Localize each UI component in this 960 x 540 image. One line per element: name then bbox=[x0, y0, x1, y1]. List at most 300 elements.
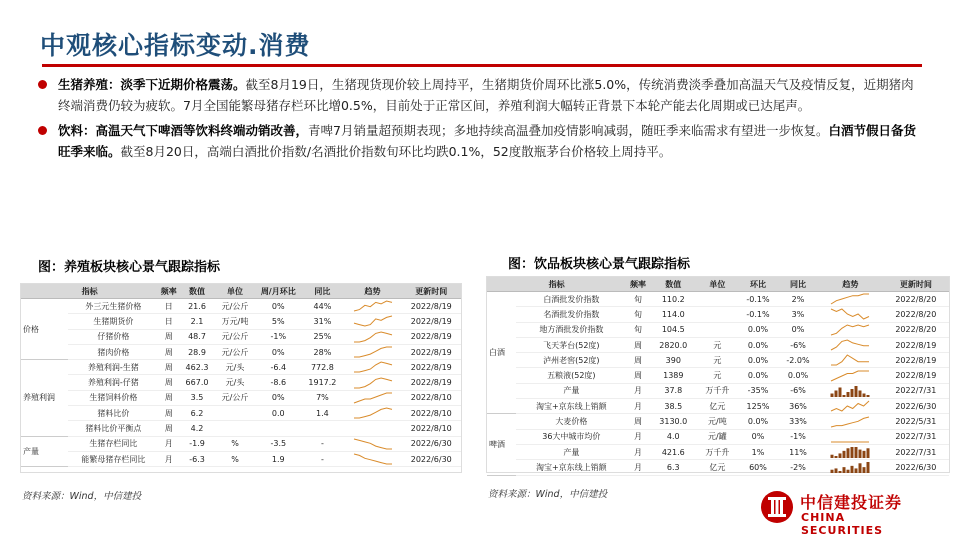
trend-sparkline bbox=[353, 331, 393, 343]
unit-cell: 元 bbox=[697, 368, 738, 383]
mom-change-cell: 0.0% bbox=[738, 414, 778, 429]
yoy-change-cell: 2% bbox=[778, 292, 818, 307]
trend-sparkline bbox=[830, 370, 870, 382]
trend-cell bbox=[818, 460, 883, 475]
mom-change-cell bbox=[255, 421, 301, 436]
indicator-name: 猪料比价平衡点 bbox=[68, 421, 158, 436]
bullet-beverage bbox=[36, 120, 926, 162]
mom-change-cell: 0% bbox=[255, 299, 301, 314]
trend-cell bbox=[818, 368, 883, 383]
right-figure-caption: 图：饮品板块核心景气跟踪指标 bbox=[508, 257, 691, 272]
trend-cell bbox=[344, 406, 402, 421]
indicator-name: 淘宝+京东线上销额 bbox=[516, 399, 626, 414]
trend-bar bbox=[835, 456, 838, 458]
column-header: 更新时间 bbox=[883, 277, 949, 292]
row-group-label: 白酒 bbox=[487, 292, 516, 414]
frequency-cell: 周 bbox=[626, 353, 650, 368]
value-cell: 462.3 bbox=[179, 360, 214, 375]
update-date-cell: 2022/6/30 bbox=[402, 436, 461, 451]
trend-sparkline bbox=[830, 354, 870, 366]
row-group-label: 养殖利润 bbox=[21, 360, 68, 436]
unit-cell: 元/公斤 bbox=[215, 344, 256, 359]
yoy-change-cell: -1% bbox=[778, 429, 818, 444]
trend-sparkline bbox=[353, 392, 393, 404]
trend-cell bbox=[344, 451, 402, 466]
trend-line bbox=[354, 393, 392, 403]
trend-sparkline bbox=[353, 315, 393, 327]
trend-bar bbox=[863, 468, 866, 474]
trend-bar bbox=[859, 390, 862, 397]
trend-line bbox=[354, 316, 392, 326]
indicator-name: 地方酒批发价指数 bbox=[516, 322, 626, 337]
trend-sparkline bbox=[353, 438, 393, 450]
trend-line bbox=[831, 401, 869, 411]
yoy-change-cell bbox=[301, 421, 343, 436]
update-date-cell: 2022/8/19 bbox=[402, 360, 461, 375]
frequency-cell: 周 bbox=[158, 421, 179, 436]
unit-cell: 元/罐 bbox=[697, 429, 738, 444]
table-header-row bbox=[21, 284, 461, 299]
value-cell: 6.3 bbox=[650, 460, 697, 475]
yoy-change-cell: 772.8 bbox=[301, 360, 343, 375]
frequency-cell: 周 bbox=[158, 406, 179, 421]
frequency-cell: 月 bbox=[158, 451, 179, 466]
mom-change-cell: 5% bbox=[255, 314, 301, 329]
unit-cell: 元/头 bbox=[215, 360, 256, 375]
trend-bar bbox=[859, 450, 862, 458]
table-row bbox=[487, 414, 949, 429]
trend-sparkline bbox=[353, 361, 393, 373]
bullet-baijiu-text: 截至8月20日，高端白酒批价指数/名酒批价指数旬环比均跌0.1%，52度散瓶茅台价格较上周持平。 bbox=[120, 144, 672, 159]
update-date-cell: 2022/8/19 bbox=[883, 368, 949, 383]
trend-sparkline bbox=[353, 453, 393, 465]
unit-cell: 元/公斤 bbox=[215, 329, 256, 344]
trend-bar bbox=[831, 393, 834, 397]
right-indicator-panel bbox=[486, 276, 950, 473]
trend-sparkline bbox=[830, 416, 870, 428]
mom-change-cell: 0.0% bbox=[738, 368, 778, 383]
unit-cell: 元/头 bbox=[215, 375, 256, 390]
trend-line bbox=[354, 347, 392, 357]
trend-bar bbox=[851, 447, 854, 458]
update-date-cell: 2022/8/10 bbox=[402, 406, 461, 421]
frequency-cell: 周 bbox=[158, 344, 179, 359]
value-cell: -6.3 bbox=[179, 451, 214, 466]
trend-bar-sparkline bbox=[830, 461, 870, 473]
table-row bbox=[21, 421, 461, 436]
value-cell: 21.6 bbox=[179, 299, 214, 314]
indicator-name: 生猪存栏同比 bbox=[68, 436, 158, 451]
trend-sparkline bbox=[353, 300, 393, 312]
update-date-cell: 2022/6/30 bbox=[402, 451, 461, 466]
title-underline bbox=[42, 64, 922, 67]
trend-bar bbox=[855, 447, 858, 458]
logo-text-en: CHINA SECURITIES bbox=[801, 511, 884, 537]
frequency-cell: 周 bbox=[158, 390, 179, 405]
trend-bar bbox=[863, 393, 866, 397]
column-header: 数值 bbox=[179, 284, 214, 299]
right-source-note: 资料来源：Wind，中信建投 bbox=[488, 489, 608, 500]
frequency-cell: 月 bbox=[626, 460, 650, 475]
trend-line bbox=[354, 378, 392, 388]
trend-cell bbox=[344, 436, 402, 451]
mom-change-cell: 1% bbox=[738, 444, 778, 459]
mom-change-cell: 0% bbox=[738, 429, 778, 444]
indicator-name: 能繁母猪存栏同比 bbox=[68, 451, 158, 466]
update-date-cell: 2022/8/20 bbox=[883, 307, 949, 322]
indicator-name: 飞天茅台(52度) bbox=[516, 337, 626, 352]
indicator-name: 生猪饲料价格 bbox=[68, 390, 158, 405]
table-row bbox=[487, 399, 949, 414]
table-row bbox=[487, 368, 949, 383]
indicator-name: 白酒批发价指数 bbox=[516, 292, 626, 307]
table-row bbox=[487, 353, 949, 368]
frequency-cell: 周 bbox=[626, 337, 650, 352]
row-group-label: 价格 bbox=[21, 299, 68, 360]
value-cell: 28.9 bbox=[179, 344, 214, 359]
trend-cell bbox=[818, 322, 883, 337]
trend-bar bbox=[839, 387, 842, 397]
trend-bar-sparkline bbox=[830, 446, 870, 458]
update-date-cell: 2022/8/19 bbox=[402, 299, 461, 314]
update-date-cell: 2022/7/31 bbox=[883, 444, 949, 459]
yoy-change-cell: 7% bbox=[301, 390, 343, 405]
trend-bar bbox=[843, 395, 846, 397]
unit-cell bbox=[215, 406, 256, 421]
frequency-cell: 月 bbox=[626, 444, 650, 459]
unit-cell: 万千升 bbox=[697, 383, 738, 398]
column-header: 环比 bbox=[738, 277, 778, 292]
trend-cell bbox=[344, 344, 402, 359]
trend-line bbox=[831, 371, 869, 381]
trend-bar bbox=[867, 448, 870, 458]
trend-bar bbox=[847, 448, 850, 458]
yoy-change-cell: 0% bbox=[778, 322, 818, 337]
frequency-cell: 旬 bbox=[626, 322, 650, 337]
yoy-change-cell: 44% bbox=[301, 299, 343, 314]
bullet-pig-heading: 生猪养殖：淡季下近期价格震荡。 bbox=[58, 77, 246, 92]
trend-sparkline bbox=[830, 339, 870, 351]
update-date-cell: 2022/7/31 bbox=[883, 383, 949, 398]
mom-change-cell: 0.0 bbox=[255, 406, 301, 421]
yoy-change-cell: - bbox=[301, 436, 343, 451]
trend-cell bbox=[818, 307, 883, 322]
mom-change-cell: 0% bbox=[255, 390, 301, 405]
trend-line bbox=[831, 325, 869, 335]
unit-cell: 万千升 bbox=[697, 444, 738, 459]
unit-cell bbox=[697, 292, 738, 307]
trend-line bbox=[354, 301, 392, 311]
table-row bbox=[487, 337, 949, 352]
update-date-cell: 2022/8/20 bbox=[883, 292, 949, 307]
value-cell: 2.1 bbox=[179, 314, 214, 329]
table-row bbox=[487, 307, 949, 322]
trend-bar bbox=[851, 466, 854, 473]
value-cell: 390 bbox=[650, 353, 697, 368]
value-cell: 3130.0 bbox=[650, 414, 697, 429]
table-header-row bbox=[487, 277, 949, 292]
yoy-change-cell: -6% bbox=[778, 337, 818, 352]
left-figure-caption: 图：养殖板块核心景气跟踪指标 bbox=[38, 260, 221, 275]
table-row bbox=[21, 344, 461, 359]
trend-line bbox=[354, 439, 392, 449]
trend-line bbox=[354, 408, 392, 418]
update-date-cell: 2022/6/30 bbox=[883, 399, 949, 414]
yoy-change-cell: 28% bbox=[301, 344, 343, 359]
frequency-cell: 旬 bbox=[626, 307, 650, 322]
trend-sparkline bbox=[353, 346, 393, 358]
yoy-change-cell: 33% bbox=[778, 414, 818, 429]
trend-sparkline bbox=[830, 400, 870, 412]
mom-change-cell: -0.1% bbox=[738, 292, 778, 307]
value-cell: 1389 bbox=[650, 368, 697, 383]
frequency-cell: 旬 bbox=[626, 292, 650, 307]
column-header: 指标 bbox=[487, 277, 626, 292]
value-cell: 2820.0 bbox=[650, 337, 697, 352]
trend-bar bbox=[835, 469, 838, 474]
update-date-cell: 2022/8/20 bbox=[883, 322, 949, 337]
frequency-cell: 周 bbox=[626, 368, 650, 383]
trend-sparkline bbox=[353, 407, 393, 419]
indicator-name: 猪肉价格 bbox=[68, 344, 158, 359]
trend-cell bbox=[818, 414, 883, 429]
update-date-cell: 2022/8/19 bbox=[883, 337, 949, 352]
indicator-name: 生猪期货价 bbox=[68, 314, 158, 329]
column-header: 单位 bbox=[215, 284, 256, 299]
trend-bar bbox=[839, 454, 842, 459]
value-cell: 667.0 bbox=[179, 375, 214, 390]
bullet-pig bbox=[36, 74, 926, 116]
value-cell: 421.6 bbox=[650, 444, 697, 459]
trend-cell bbox=[344, 360, 402, 375]
mom-change-cell: 0% bbox=[255, 344, 301, 359]
column-header: 周/月环比 bbox=[255, 284, 301, 299]
yoy-change-cell: 1.4 bbox=[301, 406, 343, 421]
pig-indicator-table bbox=[21, 284, 461, 467]
column-header: 频率 bbox=[158, 284, 179, 299]
frequency-cell: 日 bbox=[158, 314, 179, 329]
trend-line bbox=[354, 362, 392, 372]
indicator-name: 名酒批发价指数 bbox=[516, 307, 626, 322]
mom-change-cell: -1% bbox=[255, 329, 301, 344]
mom-change-cell: -6.4 bbox=[255, 360, 301, 375]
table-row bbox=[487, 383, 949, 398]
row-group-label: 产量 bbox=[21, 436, 68, 467]
update-date-cell: 2022/8/10 bbox=[402, 390, 461, 405]
left-source-note: 资料来源：Wind，中信建投 bbox=[22, 491, 142, 502]
trend-bar bbox=[867, 395, 870, 397]
page-title: 中观核心指标变动.消费 bbox=[40, 31, 311, 60]
yoy-change-cell: 1917.2 bbox=[301, 375, 343, 390]
table-row bbox=[21, 329, 461, 344]
yoy-change-cell: -6% bbox=[778, 383, 818, 398]
indicator-name: 仔猪价格 bbox=[68, 329, 158, 344]
update-date-cell: 2022/6/30 bbox=[883, 460, 949, 475]
logo-text-cn: 中信建投证券 bbox=[800, 493, 903, 512]
trend-line bbox=[831, 417, 869, 427]
unit-cell: 元 bbox=[697, 353, 738, 368]
frequency-cell: 周 bbox=[626, 414, 650, 429]
value-cell: 4.2 bbox=[179, 421, 214, 436]
unit-cell bbox=[697, 322, 738, 337]
table-row bbox=[487, 444, 949, 459]
value-cell: 114.0 bbox=[650, 307, 697, 322]
trend-cell bbox=[344, 390, 402, 405]
value-cell: -1.9 bbox=[179, 436, 214, 451]
indicator-name: 产量 bbox=[516, 444, 626, 459]
frequency-cell: 日 bbox=[158, 299, 179, 314]
table-row bbox=[487, 292, 949, 307]
yoy-change-cell: 31% bbox=[301, 314, 343, 329]
unit-cell: 亿元 bbox=[697, 460, 738, 475]
frequency-cell: 周 bbox=[158, 360, 179, 375]
mom-change-cell: -8.6 bbox=[255, 375, 301, 390]
yoy-change-cell: 0.0% bbox=[778, 368, 818, 383]
mom-change-cell: 60% bbox=[738, 460, 778, 475]
bullet-beverage-heading: 饮料：高温天气下啤酒等饮料终端动销改善， bbox=[58, 123, 309, 138]
frequency-cell: 月 bbox=[158, 436, 179, 451]
trend-bar bbox=[831, 470, 834, 473]
frequency-cell: 周 bbox=[158, 329, 179, 344]
yoy-change-cell: -2.0% bbox=[778, 353, 818, 368]
value-cell: 3.5 bbox=[179, 390, 214, 405]
column-header: 趋势 bbox=[344, 284, 402, 299]
bullet-dot-icon bbox=[38, 80, 47, 89]
yoy-change-cell: -2% bbox=[778, 460, 818, 475]
trend-cell bbox=[818, 383, 883, 398]
row-group-label: 啤酒 bbox=[487, 414, 516, 475]
bullet-baijiu-heading: 白酒节假日备货旺季来临。 bbox=[58, 123, 916, 159]
update-date-cell: 2022/8/19 bbox=[402, 329, 461, 344]
trend-cell bbox=[344, 314, 402, 329]
left-indicator-panel bbox=[20, 283, 462, 473]
unit-cell: % bbox=[215, 436, 256, 451]
trend-bar bbox=[859, 464, 862, 474]
trend-sparkline bbox=[830, 293, 870, 305]
trend-cell bbox=[344, 329, 402, 344]
trend-line bbox=[831, 309, 869, 319]
trend-bar bbox=[847, 392, 850, 397]
indicator-name: 淘宝+京东线上销额 bbox=[516, 460, 626, 475]
trend-bar bbox=[863, 451, 866, 458]
trend-cell bbox=[818, 337, 883, 352]
trend-line bbox=[831, 340, 869, 350]
unit-cell: 元 bbox=[697, 337, 738, 352]
value-cell: 48.7 bbox=[179, 329, 214, 344]
bullet-beverage-text: 青啤7月销量超预期表现；多地持续高温叠加疫情影响减弱，随旺季来临需求有望进一步恢复。 bbox=[308, 123, 829, 138]
trend-bar bbox=[847, 470, 850, 473]
table-row bbox=[487, 322, 949, 337]
indicator-name: 产量 bbox=[516, 383, 626, 398]
frequency-cell: 月 bbox=[626, 399, 650, 414]
trend-sparkline bbox=[353, 377, 393, 389]
yoy-change-cell: - bbox=[301, 451, 343, 466]
value-cell: 4.0 bbox=[650, 429, 697, 444]
update-date-cell: 2022/5/31 bbox=[883, 414, 949, 429]
table-row bbox=[487, 429, 949, 444]
mom-change-cell: -35% bbox=[738, 383, 778, 398]
indicator-name: 猪料比价 bbox=[68, 406, 158, 421]
value-cell: 38.5 bbox=[650, 399, 697, 414]
mom-change-cell: 1.9 bbox=[255, 451, 301, 466]
trend-bar bbox=[851, 389, 854, 397]
value-cell: 104.5 bbox=[650, 322, 697, 337]
table-row bbox=[21, 375, 461, 390]
update-date-cell: 2022/8/19 bbox=[883, 353, 949, 368]
table-row bbox=[21, 390, 461, 405]
frequency-cell: 月 bbox=[626, 429, 650, 444]
indicator-name: 养殖利润-仔猪 bbox=[68, 375, 158, 390]
value-cell: 37.8 bbox=[650, 383, 697, 398]
trend-cell bbox=[818, 444, 883, 459]
table-row bbox=[21, 314, 461, 329]
trend-bar-sparkline bbox=[830, 385, 870, 397]
yoy-change-cell: 25% bbox=[301, 329, 343, 344]
unit-cell: 元/吨 bbox=[697, 414, 738, 429]
trend-bar bbox=[835, 390, 838, 397]
unit-cell: % bbox=[215, 451, 256, 466]
trend-sparkline bbox=[353, 423, 393, 435]
unit-cell: 元/公斤 bbox=[215, 390, 256, 405]
trend-cell bbox=[818, 292, 883, 307]
trend-sparkline bbox=[830, 431, 870, 443]
column-header: 指标 bbox=[21, 284, 158, 299]
yoy-change-cell: 11% bbox=[778, 444, 818, 459]
column-header: 频率 bbox=[626, 277, 650, 292]
bullet-list bbox=[36, 74, 926, 166]
trend-cell bbox=[818, 353, 883, 368]
unit-cell: 亿元 bbox=[697, 399, 738, 414]
brand-logo bbox=[760, 488, 925, 537]
trend-bar bbox=[867, 462, 870, 473]
trend-line bbox=[354, 454, 392, 464]
table-row bbox=[487, 460, 949, 475]
indicator-name: 外三元生猪价格 bbox=[68, 299, 158, 314]
indicator-name: 养殖利润-生猪 bbox=[68, 360, 158, 375]
trend-bar bbox=[839, 471, 842, 473]
mom-change-cell: 0.0% bbox=[738, 337, 778, 352]
table-row bbox=[21, 436, 461, 451]
trend-cell bbox=[818, 429, 883, 444]
bullet-pig-text: 截至8月19日，生猪现货现价较上周持平，生猪期货价周环比涨5.0%，传统消费淡季叠加高温天气及疫情反复，近期猪肉终端消费仍较为疲软。7月全国能繁母猪存栏环比增0.5%，目前处于正常区间，养殖利润大幅转正背景下本轮产能去化周期或已达尾声。 bbox=[58, 77, 914, 113]
column-header: 单位 bbox=[697, 277, 738, 292]
indicator-name: 大麦价格 bbox=[516, 414, 626, 429]
mom-change-cell: 0.0% bbox=[738, 353, 778, 368]
value-cell: 6.2 bbox=[179, 406, 214, 421]
trend-bar bbox=[855, 469, 858, 474]
indicator-name: 五粮液(52度) bbox=[516, 368, 626, 383]
yoy-change-cell: 36% bbox=[778, 399, 818, 414]
trend-line bbox=[354, 332, 392, 342]
update-date-cell: 2022/8/19 bbox=[402, 375, 461, 390]
mom-change-cell: -3.5 bbox=[255, 436, 301, 451]
mom-change-cell: 0.0% bbox=[738, 322, 778, 337]
trend-bar bbox=[843, 468, 846, 474]
trend-bar bbox=[843, 451, 846, 458]
mom-change-cell: 125% bbox=[738, 399, 778, 414]
table-row bbox=[21, 406, 461, 421]
mom-change-cell: -0.1% bbox=[738, 307, 778, 322]
frequency-cell: 周 bbox=[158, 375, 179, 390]
beverage-indicator-table bbox=[487, 277, 949, 476]
yoy-change-cell: 3% bbox=[778, 307, 818, 322]
indicator-name: 36大中城市均价 bbox=[516, 429, 626, 444]
trend-sparkline bbox=[830, 308, 870, 320]
trend-cell bbox=[818, 399, 883, 414]
value-cell: 110.2 bbox=[650, 292, 697, 307]
bullet-dot-icon bbox=[38, 126, 47, 135]
table-row bbox=[21, 299, 461, 314]
